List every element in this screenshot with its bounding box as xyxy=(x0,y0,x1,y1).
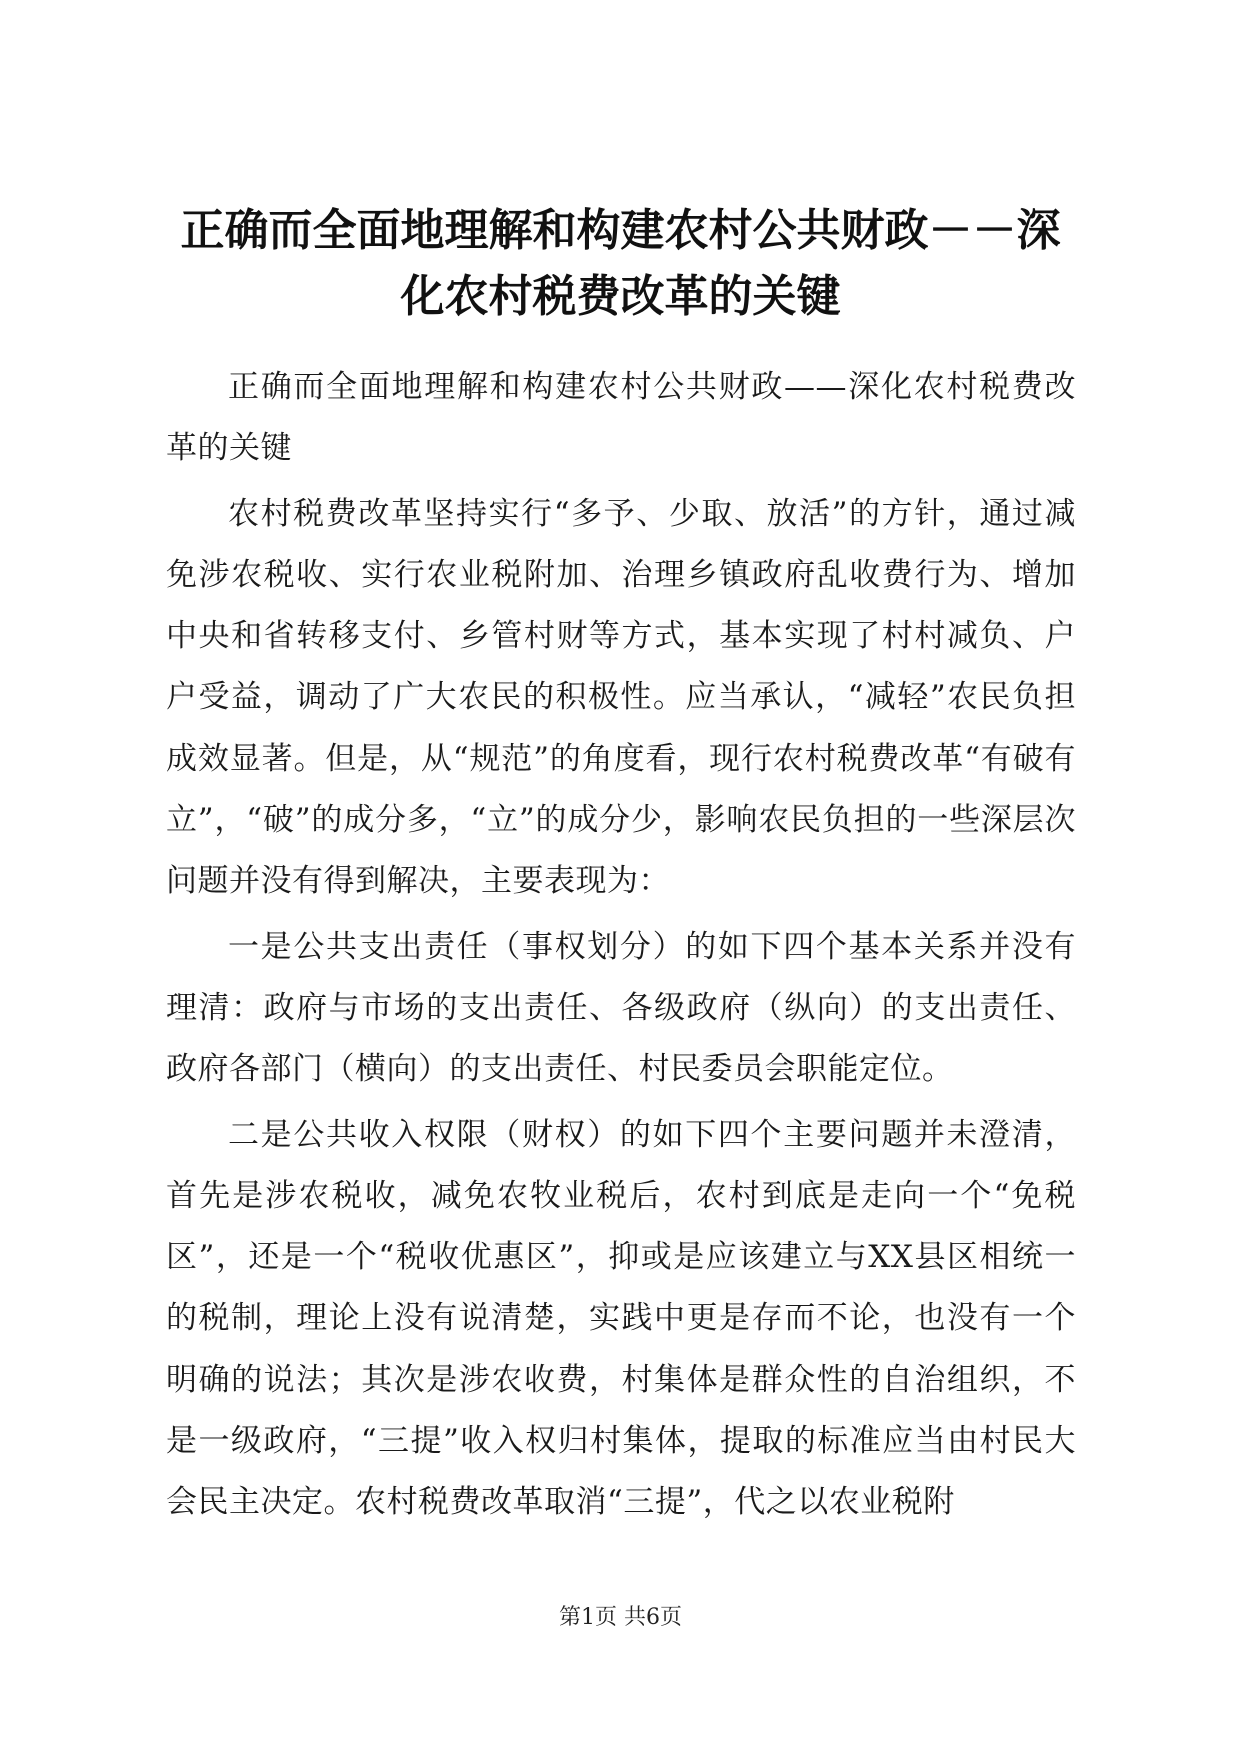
paragraph-2: 农村税费改革坚持实行“多予、少取、放活”的方针，通过减免涉农税收、实行农业税附加、治理乡镇政府乱收费行为、增加中央和省转移支付、乡管村财等方式，基本实现了村村减负、户户受益，调动了广大农民的积极性。应当承认，“减轻”农民负担成效显著。但是，从“规范”的角度看，现行农村税费改革“有破有立”，“破”的成分多，“立”的成分少，影响农民负担的一些深层次问题并没有得到解决，主要表现为： xyxy=(166,495,1076,900)
paragraph-1: 正确而全面地理解和构建农村公共财政——深化农村税费改革的关键 xyxy=(166,369,1076,467)
document-body xyxy=(166,357,1076,1538)
title-line-2: 化农村税费改革的关键 xyxy=(400,271,841,322)
page-footer: 第1页 共6页 xyxy=(559,1605,682,1630)
paragraph-4: 二是公共收入权限（财权）的如下四个主要问题并未澄清，首先是涉农税收，减免农牧业税后，农村到底是走向一个“免税区”，还是一个“税收优惠区”，抑或是应该建立与XX县区相统一的税制，理论上没有说清楚，实践中更是存而不论，也没有一个明确的说法；其次是涉农收费，村集体是群众性的自治组织，不是一级政府，“三提”收入权归村集体，提取的标准应当由村民大会民主决定。农村税费改革取消“三提”，代之以农业税附 xyxy=(166,1116,1076,1521)
title-line-1: 正确而全面地理解和构建农村公共财政－－深 xyxy=(180,205,1061,256)
paragraph-3: 一是公共支出责任（事权划分）的如下四个基本关系并没有理清：政府与市场的支出责任、各级政府（纵向）的支出责任、政府各部门（横向）的支出责任、村民委员会职能定位。 xyxy=(166,928,1076,1088)
document-title xyxy=(160,198,1081,330)
